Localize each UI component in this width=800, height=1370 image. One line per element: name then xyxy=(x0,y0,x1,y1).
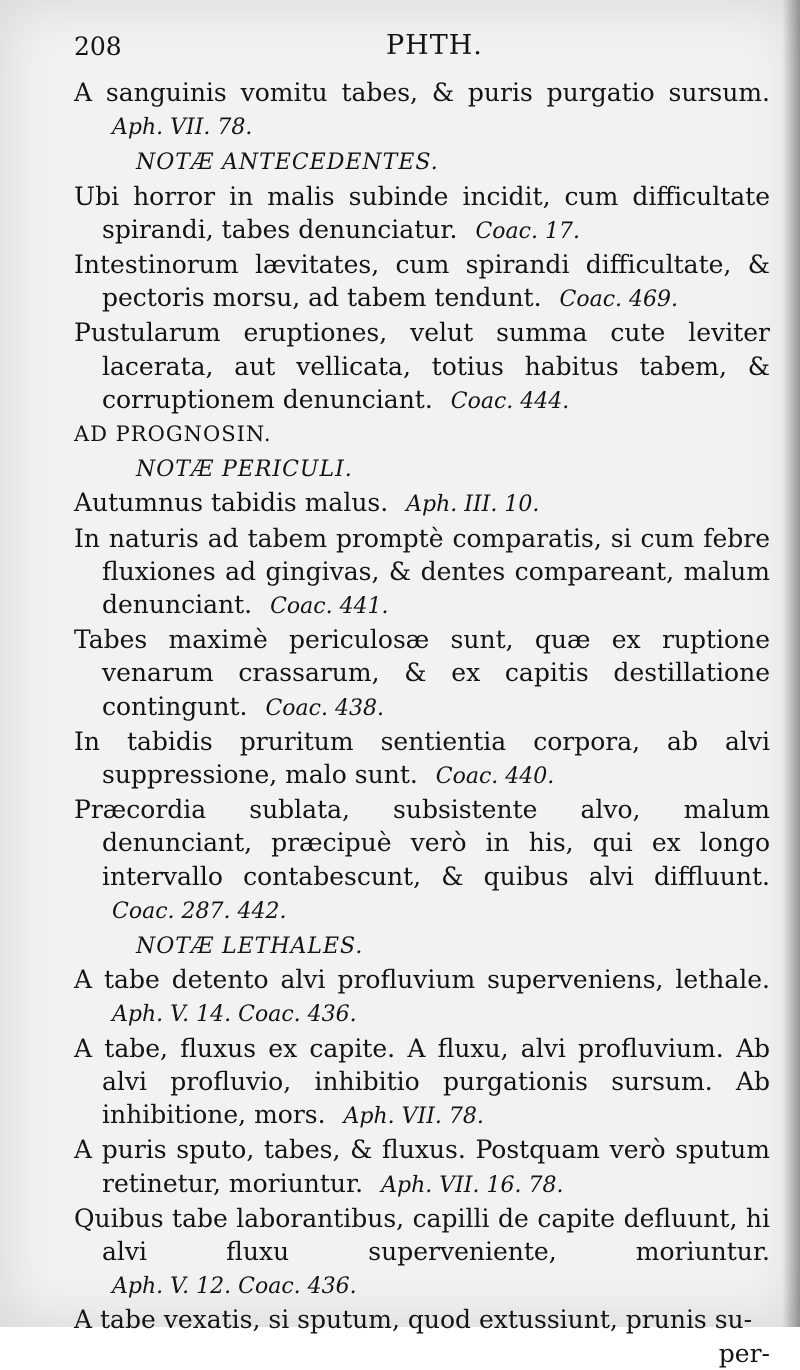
aphorism-paragraph xyxy=(74,1202,770,1304)
catchword: per- xyxy=(718,1338,770,1368)
aphorism-text: A sanguinis vomitu tabes, & puris purgatio sursum. xyxy=(74,78,770,107)
aphorism-text: A tabe vexatis, si sputum, quod extussiunt, prunis su- xyxy=(74,1305,753,1335)
aphorism-paragraph xyxy=(74,76,770,144)
section-heading: NOTÆ ANTECEDENTES. xyxy=(136,150,439,176)
aphorism-text: Autumnus tabidis malus. xyxy=(74,488,389,518)
aphorism-text: Intestinorum lævitates, cum spirandi difficultate, & pectoris morsu, ad tabem tendunt. xyxy=(74,250,770,313)
aphorism-paragraph xyxy=(74,725,770,793)
aphorism-paragraph xyxy=(74,1032,770,1134)
aphorism-text: In tabidis pruritum sentientia corpora, ab alvi suppressione, malo sunt. xyxy=(74,726,770,790)
aphorism-paragraph xyxy=(74,1303,770,1336)
aphorism-text: Pustularum eruptiones, velut summa cute leviter lacerata, aut vellicata, totius habitus tabem, & corruptionem denunciant. xyxy=(74,318,770,414)
aphorism-paragraph xyxy=(74,522,770,624)
citation-ref: Coac. 440. xyxy=(435,764,555,790)
aphorism-paragraph xyxy=(74,248,770,316)
citation-ref: Aph. VII. 16. 78. xyxy=(381,1172,564,1198)
aphorism-text: Quibus tabe laborantibus, capilli de capite defluunt, hi alvi fluxu superveniente, moriuntur. xyxy=(74,1203,770,1266)
page-header xyxy=(74,26,740,66)
aphorism-paragraph xyxy=(74,486,770,521)
running-title: PHTH. xyxy=(386,30,483,61)
aphorism-paragraph xyxy=(74,963,770,1031)
citation-ref: Aph. V. 14. Coac. 436. xyxy=(112,1002,357,1028)
aphorism-text: Præcordia sublata, subsistente alvo, malum denunciant, præcipuè verò in his, qui ex longo intervallo contabescunt, & quibus alvi diffluunt. xyxy=(74,795,770,891)
page-number: 208 xyxy=(74,32,122,61)
aphorism-paragraph xyxy=(74,623,770,725)
citation-ref: Coac. 444. xyxy=(450,388,570,414)
aphorism-text: A tabe, fluxus ex capite. A fluxu, alvi profluvium. Ab alvi profluvio, inhibitio purgationis sursum. Ab inhibitione, mors. xyxy=(74,1033,770,1130)
citation-ref: Aph. V. 12. Coac. 436. xyxy=(112,1274,357,1300)
citation-ref: Coac. 469. xyxy=(559,287,679,313)
aphorism-text: In naturis ad tabem promptè comparatis, si cum febre fluxiones ad gingivas, & dentes compareant, malum denunciant. xyxy=(74,523,770,620)
citation-ref: Coac. 438. xyxy=(265,695,384,721)
aphorism-paragraph xyxy=(74,793,770,928)
section-heading: NOTÆ PERICULI. xyxy=(136,457,353,483)
citation-ref: Coac. 17. xyxy=(475,218,580,244)
aphorism-paragraph xyxy=(74,316,770,418)
aphorism-text: Ubi horror in malis subinde incidit, cum difficultate spirandi, tabes denunciatur. xyxy=(74,181,770,244)
aphorism-paragraph xyxy=(74,1133,770,1201)
citation-ref: Aph. VII. 78. xyxy=(112,115,253,141)
citation-ref: Coac. 441. xyxy=(270,594,389,620)
text-body xyxy=(74,76,770,1370)
subheading: AD PROGNOSIN. xyxy=(74,422,272,447)
page-edge-shadow xyxy=(782,0,800,1327)
aphorism-text: A tabe detento alvi profluvium superveniens, lethale. xyxy=(74,965,770,995)
aphorism-text: Tabes maximè periculosæ sunt, quæ ex ruptione venarum crassarum, & ex capitis destillatione contingunt. xyxy=(74,625,770,721)
citation-ref: Aph. VII. 78. xyxy=(343,1104,484,1130)
aphorism-paragraph xyxy=(74,180,770,248)
citation-ref: Coac. 287. 442. xyxy=(112,898,287,924)
citation-ref: Aph. III. 10. xyxy=(406,492,540,518)
section-heading: NOTÆ LETHALES. xyxy=(136,934,364,960)
aphorism-text: A puris sputo, tabes, & fluxus. Postquam verò sputum retinetur, moriuntur. xyxy=(74,1135,770,1198)
